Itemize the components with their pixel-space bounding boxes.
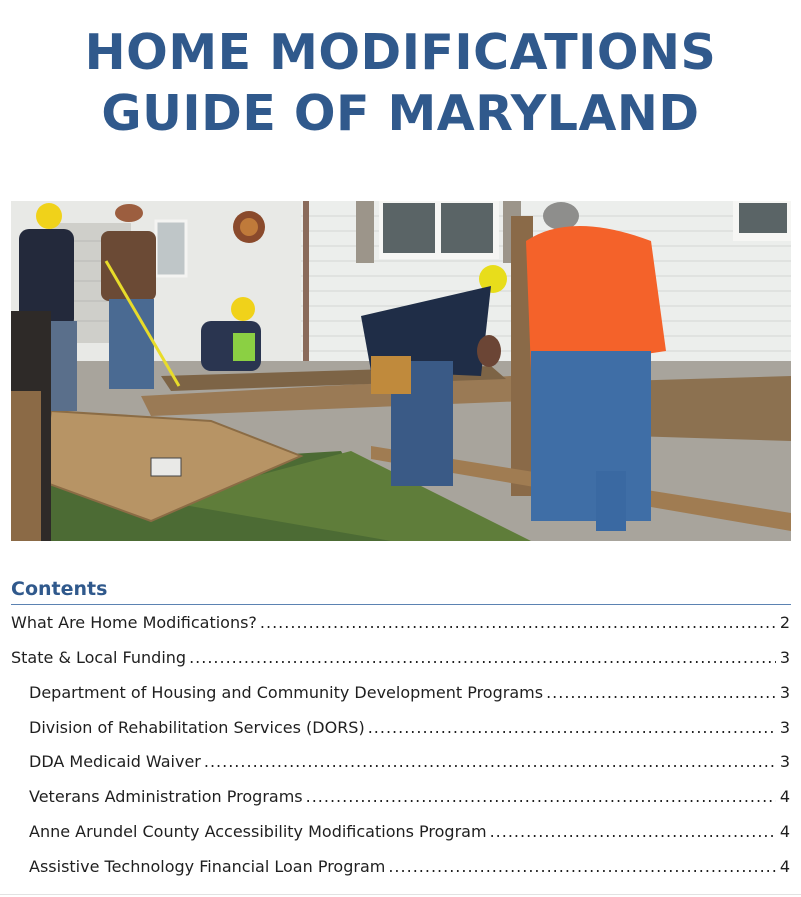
toc-entry-title: Assistive Technology Financial Loan Program	[29, 857, 386, 876]
toc-entry-dors[interactable]	[29, 718, 790, 740]
cover-photo	[11, 201, 791, 541]
toc-entry-dhcd-programs[interactable]	[29, 683, 790, 705]
toc-dot-leader	[204, 752, 776, 771]
toc-entry-anne-arundel[interactable]	[29, 822, 790, 844]
title-line-2: GUIDE OF MARYLAND	[101, 85, 700, 142]
toc-entry-page: 3	[779, 752, 790, 771]
toc-entry-title: Department of Housing and Community Development Programs	[29, 683, 544, 702]
toc-entry-page: 3	[779, 718, 790, 737]
toc-entry-title: Anne Arundel County Accessibility Modifications Program	[29, 822, 487, 841]
document-title	[0, 22, 801, 144]
toc-dot-leader	[546, 683, 776, 702]
toc-entry-title: Veterans Administration Programs	[29, 787, 303, 806]
toc-dot-leader	[368, 718, 776, 737]
toc-entry-state-local-funding[interactable]	[11, 648, 790, 670]
toc-entry-title: What Are Home Modifications?	[11, 613, 257, 632]
toc-dot-leader	[490, 822, 776, 841]
toc-entry-page: 3	[779, 648, 790, 667]
contents-rule	[11, 604, 791, 605]
toc-entry-title: Division of Rehabilitation Services (DORS)	[29, 718, 365, 737]
page-bottom-divider	[0, 894, 801, 895]
toc-entry-page: 3	[779, 683, 790, 702]
toc-entry-page: 2	[779, 613, 790, 632]
toc-entry-veterans-administration[interactable]	[29, 787, 790, 809]
toc-entry-title: State & Local Funding	[11, 648, 187, 667]
title-line-1: HOME MODIFICATIONS	[84, 24, 717, 81]
toc-entry-page: 4	[779, 822, 790, 841]
toc-entry-page: 4	[779, 857, 790, 876]
toc-dot-leader	[388, 857, 775, 876]
toc-dot-leader	[189, 648, 776, 667]
contents-heading: Contents	[11, 578, 108, 600]
toc-entry-assistive-technology-loan[interactable]	[29, 857, 790, 879]
toc-dot-leader	[260, 613, 776, 632]
toc-entry-page: 4	[779, 787, 790, 806]
toc-entry-dda-medicaid-waiver[interactable]	[29, 752, 790, 774]
toc-entry-what-are-home-modifications[interactable]	[11, 613, 790, 635]
toc-dot-leader	[306, 787, 776, 806]
toc-entry-title: DDA Medicaid Waiver	[29, 752, 201, 771]
